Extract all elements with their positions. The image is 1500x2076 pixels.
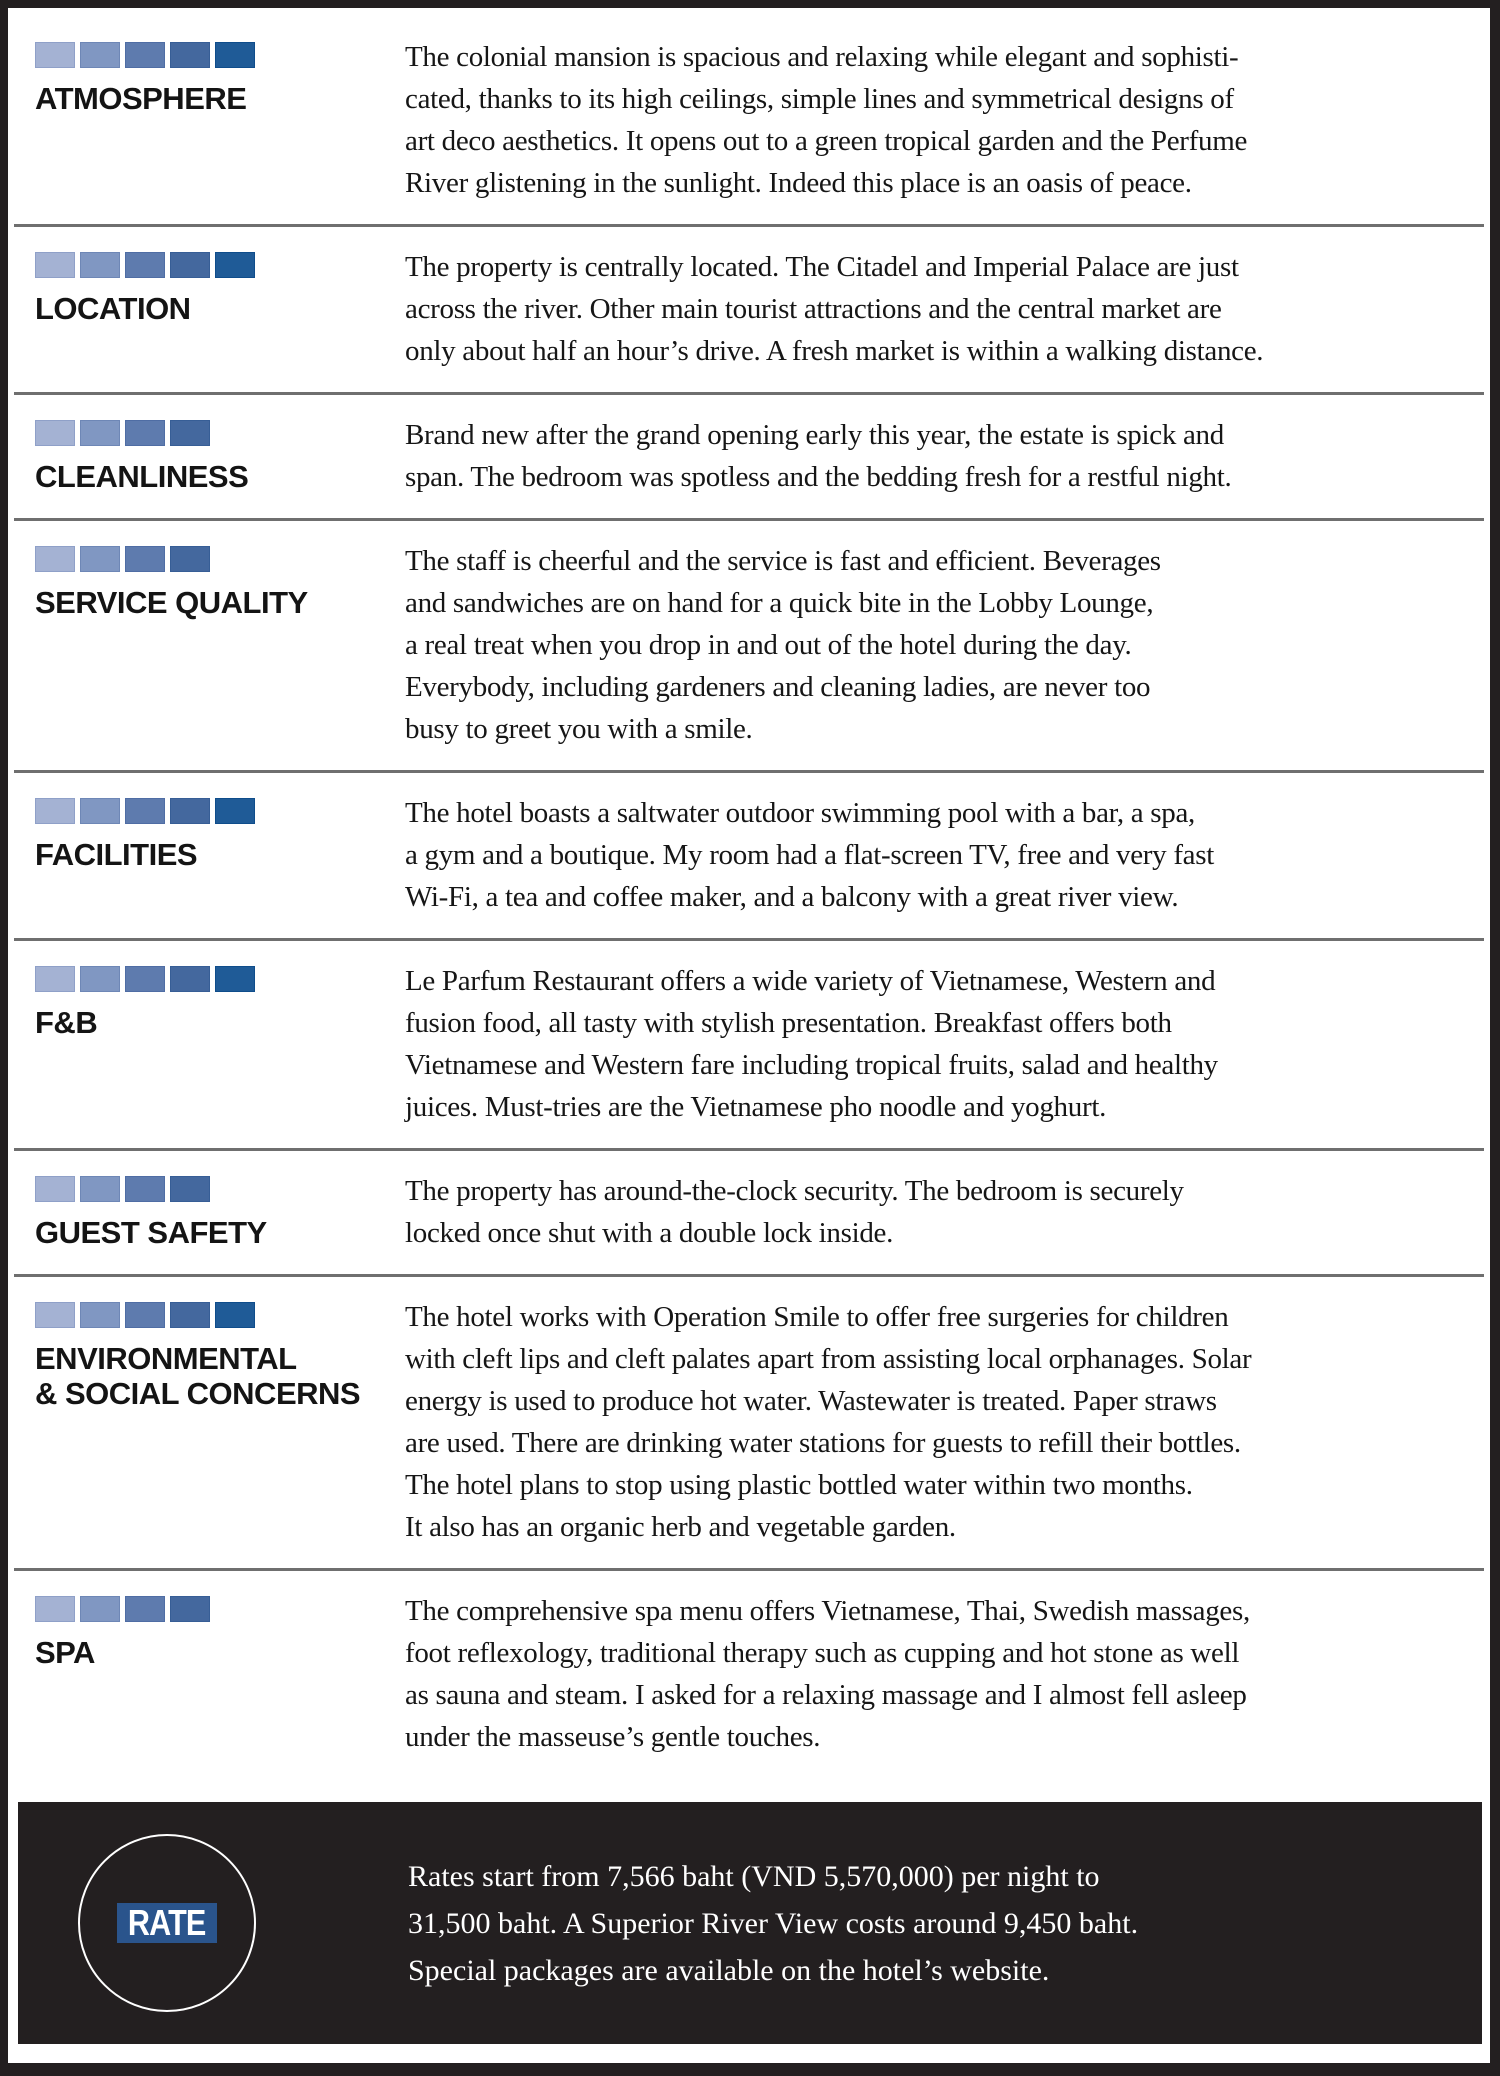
rating-square: [80, 966, 120, 992]
rating-square: [125, 1302, 165, 1328]
rating-square: [125, 1176, 165, 1202]
rating-square: [125, 42, 165, 68]
rating-bar: [35, 1176, 405, 1202]
rate-box: [18, 1802, 1482, 2044]
rating-square: [125, 966, 165, 992]
rating-bar: [35, 42, 405, 68]
rate-badge-label: RATE: [128, 1902, 206, 1943]
section-text: The hotel works with Operation Smile to offer free surgeries for children with cleft lips and cleft palates apart from assisting local orphanages. Solar energy is used to produce hot water. Wastewater is treated. Paper straws are used. There are drinking water stations for guests to refill their bottles. The hotel plans to stop using plastic bottled water within two months. It also has an organic herb and vegetable garden.: [405, 1301, 1252, 1543]
rating-column: [14, 414, 405, 498]
rating-column: [14, 1590, 405, 1758]
section-label: CLEANLINESS: [35, 459, 249, 494]
rating-square: [35, 1302, 75, 1328]
rating-square: [125, 1596, 165, 1622]
rating-square: [170, 1176, 210, 1202]
rating-square: [35, 1596, 75, 1622]
rating-bar: [35, 1596, 405, 1622]
section-label: F&B: [35, 1005, 98, 1040]
section-text: The comprehensive spa menu offers Vietnamese, Thai, Swedish massages, foot reflexology, traditional therapy such as cupping and hot stone as well as sauna and steam. I asked for a relaxing massage and I almost fell asleep under the masseuse’s gentle touches.: [405, 1595, 1250, 1753]
rating-square: [125, 252, 165, 278]
rating-square: [80, 42, 120, 68]
section-label: SERVICE QUALITY: [35, 585, 308, 620]
rating-square: [35, 420, 75, 446]
rating-column: [14, 792, 405, 918]
sections: [14, 8, 1484, 1778]
rating-bar: [35, 1302, 405, 1328]
section-label: ATMOSPHERE: [35, 81, 247, 116]
page-border-right: [1490, 0, 1500, 2076]
rating-square: [80, 546, 120, 572]
review-section: [14, 773, 1484, 941]
section-label: ENVIRONMENTAL & SOCIAL CONCERNS: [35, 1341, 361, 1411]
review-section: [14, 8, 1484, 227]
rating-column: [14, 1296, 405, 1548]
review-section: [14, 941, 1484, 1151]
section-label: FACILITIES: [35, 837, 198, 872]
rating-square: [215, 42, 255, 68]
rating-bar: [35, 966, 405, 992]
rating-column: [14, 36, 405, 204]
rating-square: [80, 252, 120, 278]
rating-square: [125, 798, 165, 824]
rating-square: [80, 798, 120, 824]
section-text: The colonial mansion is spacious and relaxing while elegant and sophisti- cated, thanks to its high ceilings, simple lines and symmetrical designs of art deco aesthetics. It opens out to a green tropical garden and the Perfume River glistening in the sunlight. Indeed this place is an oasis of peace.: [405, 41, 1248, 199]
rating-square: [170, 252, 210, 278]
rating-square: [170, 420, 210, 446]
rate-text: Rates start from 7,566 baht (VND 5,570,000) per night to 31,500 baht. A Superior River View costs around 9,450 baht. Special packages are available on the hotel’s website.: [408, 1859, 1139, 1987]
section-text: The hotel boasts a saltwater outdoor swimming pool with a bar, a spa, a gym and a boutique. My room had a flat-screen TV, free and very fast Wi-Fi, a tea and coffee maker, and a balcony with a great river view.: [405, 797, 1214, 913]
review-section: [14, 1571, 1484, 1778]
rating-square: [170, 1596, 210, 1622]
rating-square: [125, 546, 165, 572]
rating-square: [170, 42, 210, 68]
review-section: [14, 1277, 1484, 1571]
rating-square: [35, 252, 75, 278]
rating-column: [14, 246, 405, 372]
rating-bar: [35, 798, 405, 824]
rating-bar: [35, 420, 405, 446]
rating-column: [14, 1170, 405, 1254]
page-border-top: [0, 0, 1500, 8]
rating-square: [215, 252, 255, 278]
rating-square: [35, 42, 75, 68]
section-text: Le Parfum Restaurant offers a wide variety of Vietnamese, Western and fusion food, all tasty with stylish presentation. Breakfast offers both Vietnamese and Western fare including tropical fruits, salad and healthy juices. Must-tries are the Vietnamese pho noodle and yoghurt.: [405, 965, 1218, 1123]
rate-badge: [117, 1903, 217, 1943]
section-label: SPA: [35, 1635, 95, 1670]
rating-square: [80, 1302, 120, 1328]
rating-square: [170, 798, 210, 824]
rating-square: [170, 1302, 210, 1328]
review-section: [14, 1151, 1484, 1277]
rating-bar: [35, 252, 405, 278]
rating-square: [215, 798, 255, 824]
rating-square: [35, 966, 75, 992]
rating-square: [215, 1302, 255, 1328]
rating-square: [80, 1176, 120, 1202]
section-text: Brand new after the grand opening early this year, the estate is spick and span. The bedroom was spotless and the bedding fresh for a restful night.: [405, 419, 1232, 493]
rating-square: [170, 966, 210, 992]
rating-square: [125, 420, 165, 446]
rating-column: [14, 960, 405, 1128]
rating-square: [215, 966, 255, 992]
rating-square: [35, 1176, 75, 1202]
review-section: [14, 395, 1484, 521]
rating-square: [80, 1596, 120, 1622]
rating-square: [170, 546, 210, 572]
rate-circle-emblem: [78, 1834, 256, 2012]
section-text: The staff is cheerful and the service is fast and efficient. Beverages and sandwiches are on hand for a quick bite in the Lobby Lounge, a real treat when you drop in and out of the hotel during the day. Everybody, including gardeners and cleaning ladies, are never too busy to greet you with a smile.: [405, 545, 1161, 745]
rating-square: [35, 798, 75, 824]
review-section: [14, 521, 1484, 773]
rating-square: [35, 546, 75, 572]
rating-bar: [35, 546, 405, 572]
section-text: The property is centrally located. The Citadel and Imperial Palace are just across the river. Other main tourist attractions and the central market are only about half an hour’s drive. A fresh market is within a walking distance.: [405, 251, 1264, 367]
page-border-bottom: [0, 2063, 1500, 2076]
section-text: The property has around-the-clock security. The bedroom is securely locked once shut with a double lock inside.: [405, 1175, 1184, 1249]
review-section: [14, 227, 1484, 395]
content-area: [8, 8, 1490, 2063]
page-border-left: [0, 0, 8, 2076]
rating-square: [80, 420, 120, 446]
section-label: GUEST SAFETY: [35, 1215, 267, 1250]
section-label: LOCATION: [35, 291, 191, 326]
rating-column: [14, 540, 405, 750]
